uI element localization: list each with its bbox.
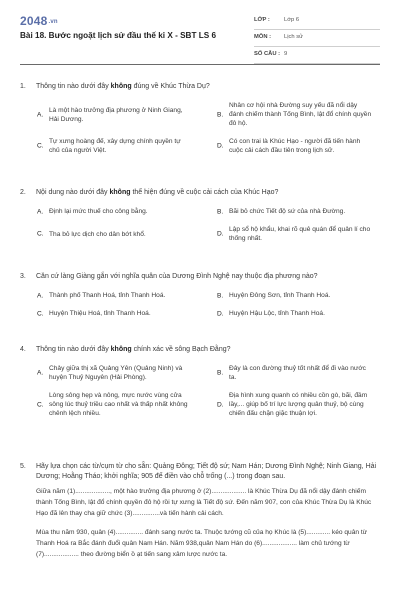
answer-option-a[interactable]: A. Thành phố Thanh Hoá, tỉnh Thanh Hoá. [37, 292, 166, 299]
answer-option-b[interactable]: B. Đây là con đường thuỷ tốt nhất để đi vào nước ta. [217, 365, 366, 381]
answer-option-a[interactable]: A. Là một hào trưởng địa phương ở Ninh Giang, Hải Dương. [37, 106, 183, 123]
answer-options [20, 291, 380, 318]
cloze-paragraph: Mùa thu năm 930, quân (4)............... đánh sang nước ta. Thuộc tướng cũ của họ Khúc là (5)............. kéo quân từ Thanh Hoá ra Bắc đánh đuổi quân Nam Hán. Năm 938,quân Nam Hán do (6)................... làm chủ tướng từ (7)................... theo đường biển ồ ạt tiến sang xâm lược nước ta. [36, 529, 368, 558]
meta-value: Lịch sử [284, 34, 304, 40]
header-divider [20, 64, 380, 65]
meta-value: Lớp 6 [284, 17, 300, 23]
logo-text: 2048 [20, 14, 48, 28]
question-stem: 2. Nội dung nào dưới đây không thể hiện đúng về cuộc cải cách của Khúc Hạo? [20, 189, 279, 196]
answer-option-d[interactable]: D. Huyện Hậu Lộc, tỉnh Thanh Hoá. [217, 310, 325, 317]
question-number: 2. [20, 189, 26, 196]
question-stem: 4. Thông tin nào dưới đây không chính xác về sông Bạch Đằng? [20, 346, 231, 353]
meta-label: SỐ CÂU : [254, 51, 281, 57]
question-4 [20, 345, 380, 427]
question-5 [20, 462, 380, 568]
answer-option-a[interactable]: A. Định lại mức thuế cho công bằng. [37, 208, 148, 215]
cloze-passage [20, 486, 380, 560]
answer-option-b[interactable]: B. Bãi bỏ chức Tiết độ sứ của nhà Đường. [217, 208, 346, 215]
answer-option-b[interactable]: B. Huyện Đông Sơn, tỉnh Thanh Hoá. [217, 292, 331, 299]
question-stem: 1. Thông tin nào dưới đây không đúng về Khúc Thừa Dụ? [20, 83, 210, 90]
meta-row-count [254, 47, 380, 64]
answer-option-a[interactable]: A. Chảy giữa thị xã Quảng Yên (Quảng Ninh) và huyện Thuỷ Nguyên (Hải Phòng). [37, 365, 183, 381]
answer-options [20, 364, 380, 418]
meta-row-subject [254, 30, 380, 47]
question-stem: 3. Căn cứ làng Giàng gắn với nghĩa quân của Dương Đình Nghệ nay thuộc địa phương nào? [20, 273, 318, 280]
worksheet-header [0, 0, 400, 64]
answer-options [20, 101, 380, 155]
cloze-paragraph: Giữa năm (1)..................., một hào trưởng địa phương ở (2)................... là Khúc Thừa Dụ đã nổi dậy đánh chiếm thành Tống Bình, lật đổ chính quyền đô hộ rồi tự xưng là Tiết độ sứ. Đến năm 907, con của Khúc Thừa Dụ là Khúc Hạo đã lên thay cha giữ chức (3)...............và tiến hành cải cách. [36, 488, 372, 517]
question-2 [20, 188, 380, 252]
question-stem: 5. Hãy lựa chọn các từ/cụm từ cho sẵn: Quảng Đông; Tiết độ sứ; Nam Hán; Dương Đình Nghệ; Ninh Giang, Hải Dương; Hoằng Tháo; khởi nghĩa; 905 để điền vào chỗ trống (...) trong đoạn sau. [20, 463, 377, 480]
logo-suffix: .vn [48, 18, 58, 25]
page-title: Bài 18. Bước ngoặt lịch sử đầu thế kỉ X - SBT LS 6 [20, 31, 217, 40]
meta-label: MÔN : [254, 34, 272, 40]
meta-info-box [254, 13, 380, 64]
answer-option-d[interactable]: D. Địa hình xung quanh có nhiều cồn gò, bãi, đầm lầy,... giúp bố trí lực lượng quân thuỷ, bộ cùng chiến đấu chặn giặc thuận lợi. [217, 392, 368, 417]
meta-label: LỚP : [254, 17, 270, 23]
meta-row-class [254, 13, 380, 30]
question-number: 3. [20, 273, 26, 280]
answer-option-d[interactable]: D. Lập sổ hộ khẩu, khai rõ quê quán để quản lí cho thống nhất. [217, 226, 371, 242]
answer-option-c[interactable]: C. Tha bỏ lực dịch cho dân bớt khổ. [37, 230, 146, 238]
answer-options [20, 207, 380, 243]
question-3 [20, 272, 380, 327]
question-number: 1. [20, 83, 26, 90]
question-number: 5. [20, 463, 26, 470]
answer-option-c[interactable]: C. Huyện Thiệu Hoá, tỉnh Thanh Hoá. [37, 310, 151, 317]
answer-option-b[interactable]: B. Nhân cơ hội nhà Đường suy yếu đã nổi dậy đánh chiếm thành Tống Bình, lật đổ chính quyền đô hộ. [217, 102, 372, 127]
answer-option-d[interactable]: D. Có con trai là Khúc Hạo - người đã tiến hành cuộc cải cách đầu tiên trong lịch sử. [217, 138, 361, 154]
answer-option-c[interactable]: C. Tự xưng hoàng đế, xây dựng chính quyền tự chủ của người Việt. [37, 138, 181, 154]
question-number: 4. [20, 346, 26, 353]
answer-option-c[interactable]: C. Lòng sông hẹp và nông, mực nước vùng cửa sông lúc thuỷ triều cao nhất và thấp nhất không chênh lệch nhiều. [37, 392, 188, 417]
site-logo [20, 14, 58, 28]
question-1 [20, 82, 380, 164]
meta-value: 9 [284, 51, 288, 57]
